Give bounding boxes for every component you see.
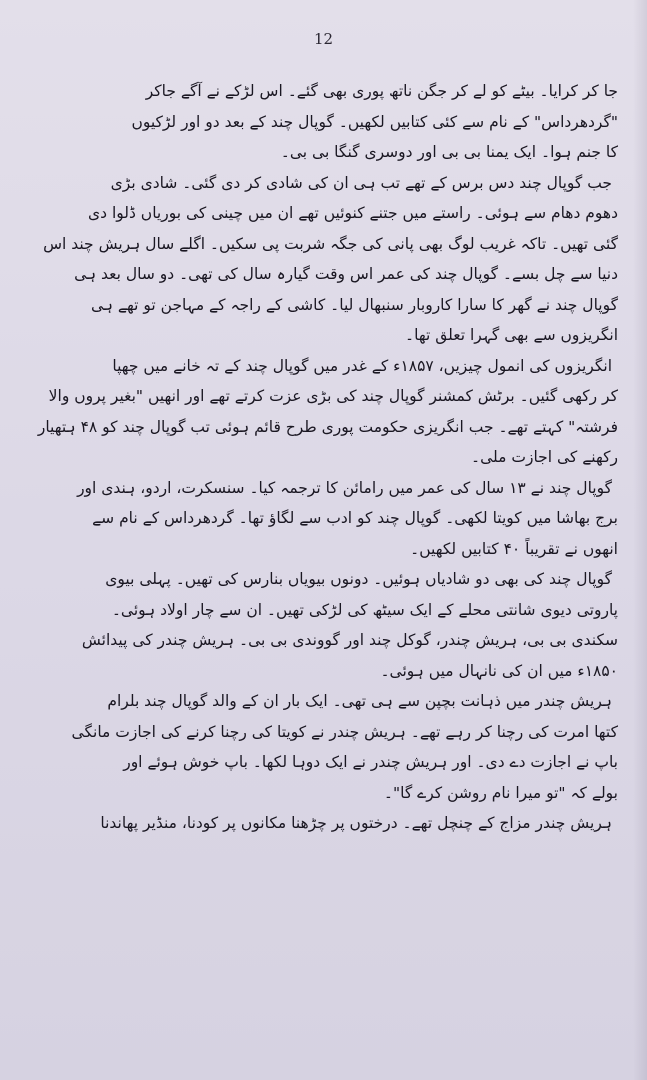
text-line: کر رکھی گئیں۔ برٹش کمشنر گوپال چند کی بڑی عزت کرتے تھے اور انھیں "بغیر پروں والا	[48, 387, 618, 405]
text-line: "گردھرداس" کے نام سے کئی کتابیں لکھیں۔ گوپال چند کے بعد دو اور لڑکیوں	[131, 112, 618, 131]
text-line: سکندی بی بی، ہریش چندر، گوکل چند اور گووندی بی بی۔ ہریش چندر کی پیدائش	[81, 631, 618, 649]
text-line: کتھا امرت کی رچنا کر رہے تھے۔ ہریش چندر نے کویتا کی رچنا کرنے کی اجازت مانگی	[71, 722, 618, 741]
text-line: جب گوپال چند دس برس کے تھے تب ہی ان کی شادی کر دی گئی۔ شادی بڑی	[110, 173, 612, 192]
text-line: انگریزوں سے بھی گہرا تعلق تھا۔	[405, 326, 618, 344]
text-line: ۱۸۵۰ء میں ان کی نانہال میں ہوئی۔	[380, 661, 618, 680]
body-text	[37, 76, 618, 839]
text-line: جا کر کرایا۔ بیٹے کو لے کر جگن ناتھ پوری بھی گئے۔ اس لڑکے نے آگے جاکر	[145, 82, 618, 100]
text-line: برج بھاشا میں کویتا لکھی۔ گوپال چند کو ادب سے لگاؤ تھا۔ گردھرداس کے نام سے	[92, 509, 618, 527]
text-line: دنیا سے چل بسے۔ گوپال چند کی عمر اس وقت گیارہ سال کی تھی۔ دو سال بعد ہی	[74, 265, 618, 283]
text-line: گوپال چند نے گھر کا سارا کاروبار سنبھال لیا۔ کاشی کے راجہ کے مہاجن تو تھے ہی	[91, 295, 618, 314]
text-line: باپ نے اجازت دے دی۔ اور ہریش چندر نے ایک دوہا لکھا۔ باپ خوش ہوئے اور	[123, 753, 618, 771]
text-line: رکھنے کی اجازت ملی۔	[471, 448, 618, 466]
page-edge-shadow	[633, 0, 647, 1080]
page-number: 12	[313, 30, 334, 48]
text-line: بولے کہ "تو میرا نام روشن کرے گا"۔	[383, 783, 618, 802]
text-line: انھوں نے تقریباً ۴۰ کتابیں لکھیں۔	[410, 539, 618, 558]
text-line: پاروتی دیوی شانتی محلے کے ایک سیٹھ کی لڑکی تھیں۔ ان سے چار اولاد ہوئی۔	[111, 600, 618, 619]
text-line: گئی تھیں۔ تاکہ غریب لوگ بھی پانی کی جگہ شربت پی سکیں۔ اگلے سال ہریش چند اس	[43, 234, 618, 253]
text-line: گوپال چند کی بھی دو شادیاں ہوئیں۔ دونوں بیویاں بنارس کی تھیں۔ پہلی بیوی	[105, 570, 612, 588]
text-line: کا جنم ہوا۔ ایک یمنا بی بی اور دوسری گنگا بی بی۔	[280, 143, 618, 161]
text-line: فرشتہ" کہتے تھے۔ جب انگریزی حکومت پوری طرح قائم ہوئی تب گوپال چند کو ۴۸ ہتھیار	[37, 417, 618, 436]
text-line: انگریزوں کی انمول چیزیں، ۱۸۵۷ء کے غدر میں گوپال چند کے تہ خانے میں چھپا	[112, 356, 612, 375]
text-line: ہریش چندر مزاج کے چنچل تھے۔ درختوں پر چڑھنا مکانوں پر کودنا، منڈیر پھاندنا	[100, 814, 612, 832]
text-line: دھوم دھام سے ہوئی۔ راستے میں جتنے کنوئیں تھے ان میں چینی کی بوریاں ڈلوا دی	[87, 204, 618, 222]
text-line: گوپال چند نے ۱۳ سال کی عمر میں رامائن کا ترجمہ کیا۔ سنسکرت، اردو، ہندی اور	[77, 478, 612, 497]
text-line: ہریش چندر میں ذہانت بچپن سے ہی تھی۔ ایک بار ان کے والد گوپال چند بلرام	[107, 692, 612, 710]
